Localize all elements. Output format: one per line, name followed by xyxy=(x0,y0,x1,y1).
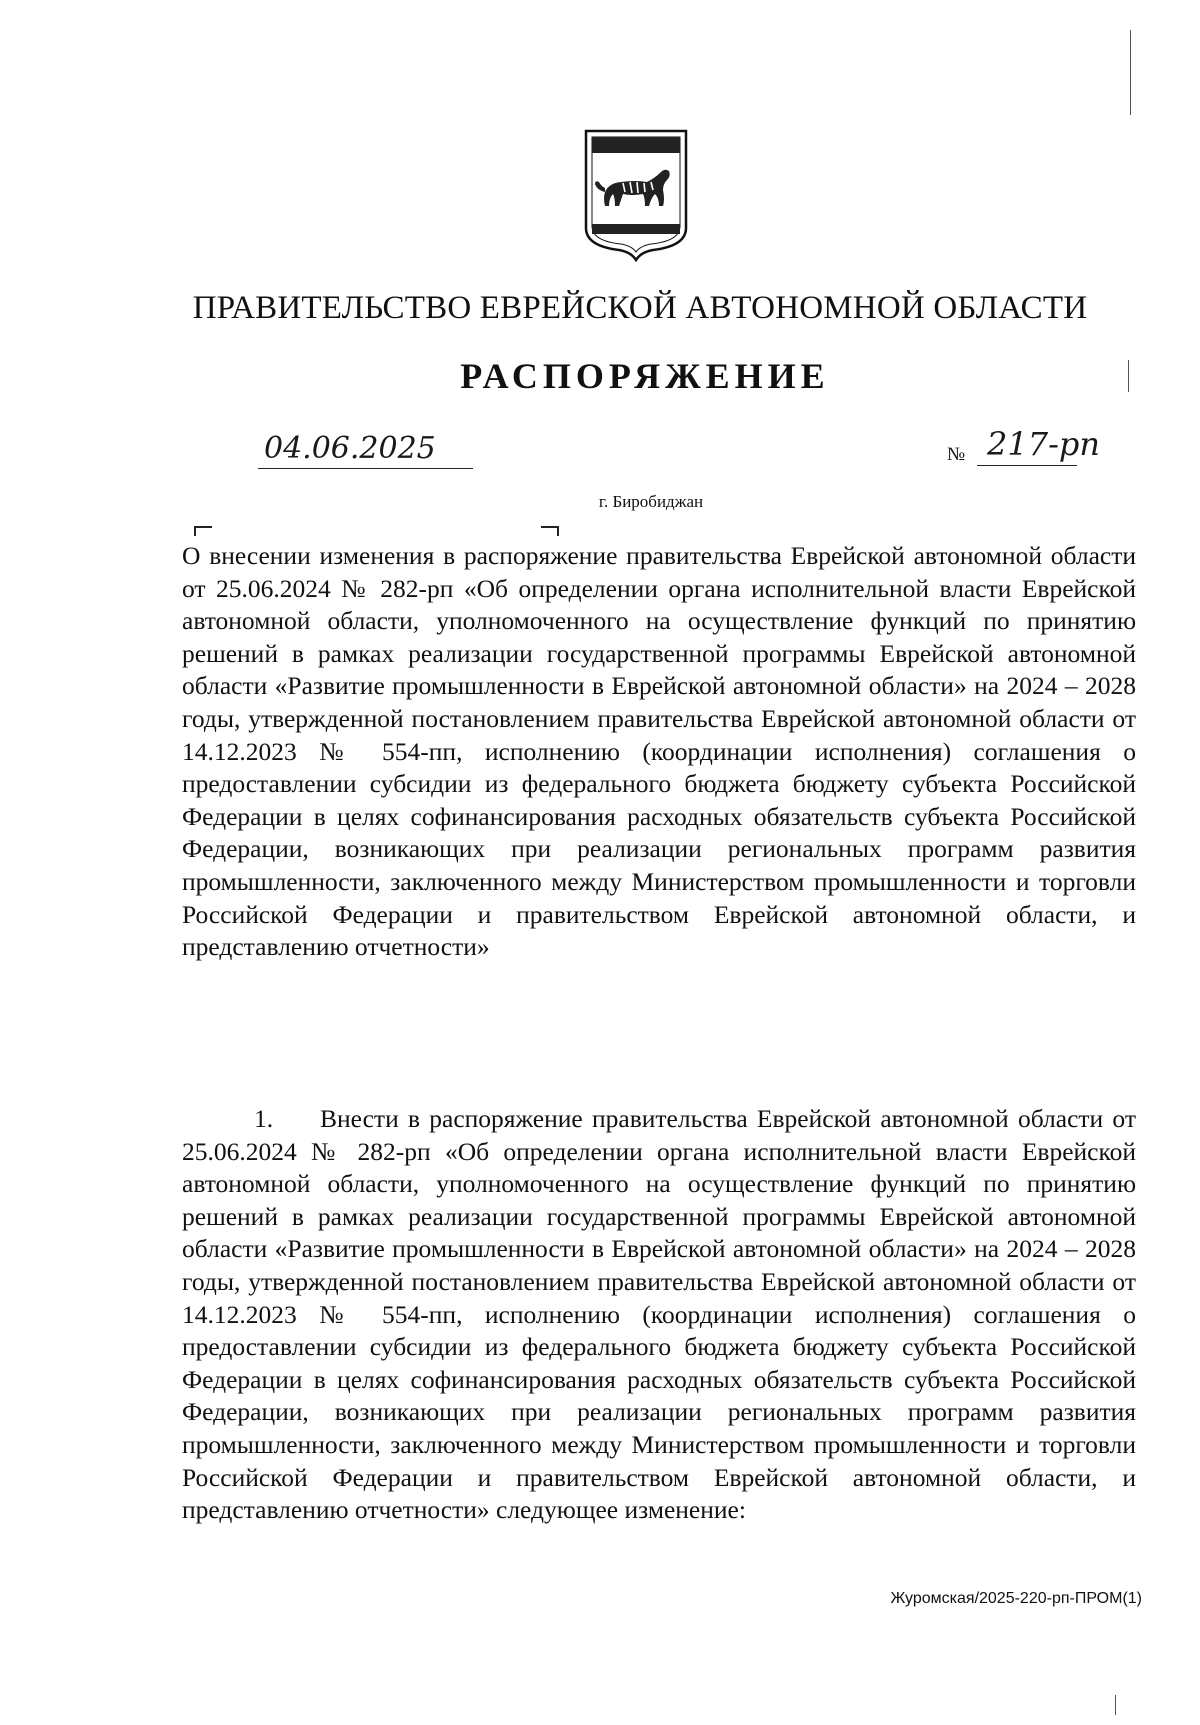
footer-reference: Журомская/2025-220-рп-ПРОМ(1) xyxy=(890,1590,1142,1607)
paragraph-number: 1. xyxy=(254,1104,274,1133)
government-title: ПРАВИТЕЛЬСТВО ЕВРЕЙСКОЙ АВТОНОМНОЙ ОБЛАСТИ xyxy=(192,290,1088,326)
scan-mark xyxy=(1130,30,1131,115)
number-sign: № xyxy=(947,444,966,465)
handwritten-date: 04.06.2025 xyxy=(264,431,436,466)
document-number-field xyxy=(947,418,1117,466)
date-field xyxy=(258,428,473,469)
subject-corner-left xyxy=(194,526,212,536)
paragraph-text: Внести в распоряжение правительства Еврейской автономной области от 25.06.2024 № 282-рп «Об определении органа исполнительной власти Еврейской автономной области, уполномоченного на осуществление функций по принятию решений в рамках реализации государственной программы Еврейской автономной области «Развитие промышленности в Еврейской автономной области» на 2024 – 2028 годы, утвержденной постановлением правительства Еврейской автономной области от 14.12.2023 № 554-пп, исполнению (координации исполнения) соглашения о предоставлении субсидии из федерального бюджета бюджету субъекта Российской Федерации в целях софинансирования расходных обязательств субъекта Российской Федерации, возникающих при реализации региональных программ развития промышленности, заключенного между Министерством промышленности и торговли Российской Федерации и правительством Еврейской автономной области, и представлению отчетности» следующее изменение: xyxy=(182,1104,1136,1525)
subject-text: О внесении изменения в распоряжение правительства Еврейской автономной области от 25.06.2024 № 282-рп «Об определении органа исполнительной власти Еврейской автономной области, уполномоченного на осуществление функций по принятию решений в рамках реализации государственной программы Еврейской автономной области «Развитие промышленности в Еврейской автономной области» на 2024 – 2028 годы, утвержденной постановлением правительства Еврейской автономной области от 14.12.2023 № 554-пп, исполнению (координации исполнения) соглашения о предоставлении субсидии из федерального бюджета бюджету субъекта Российской Федерации в целях софинансирования расходных обязательств субъекта Российской Федерации, возникающих при реализации региональных программ развития промышленности, заключенного между Министерством промышленности и торговли Российской Федерации и правительством Еврейской автономной области, и представлению отчетности» xyxy=(182,541,1136,962)
coat-of-arms-icon xyxy=(583,128,689,262)
number-line xyxy=(977,419,1100,466)
scan-mark xyxy=(1115,1695,1116,1715)
handwritten-number: 217-рп xyxy=(987,425,1100,463)
body-paragraph-1 xyxy=(182,1103,1136,1527)
subject-corner-right xyxy=(541,526,559,536)
scan-mark xyxy=(1128,360,1129,392)
document-type-heading: РАСПОРЯЖЕНИЕ xyxy=(460,356,830,396)
city-label: г. Биробиджан xyxy=(598,492,704,511)
